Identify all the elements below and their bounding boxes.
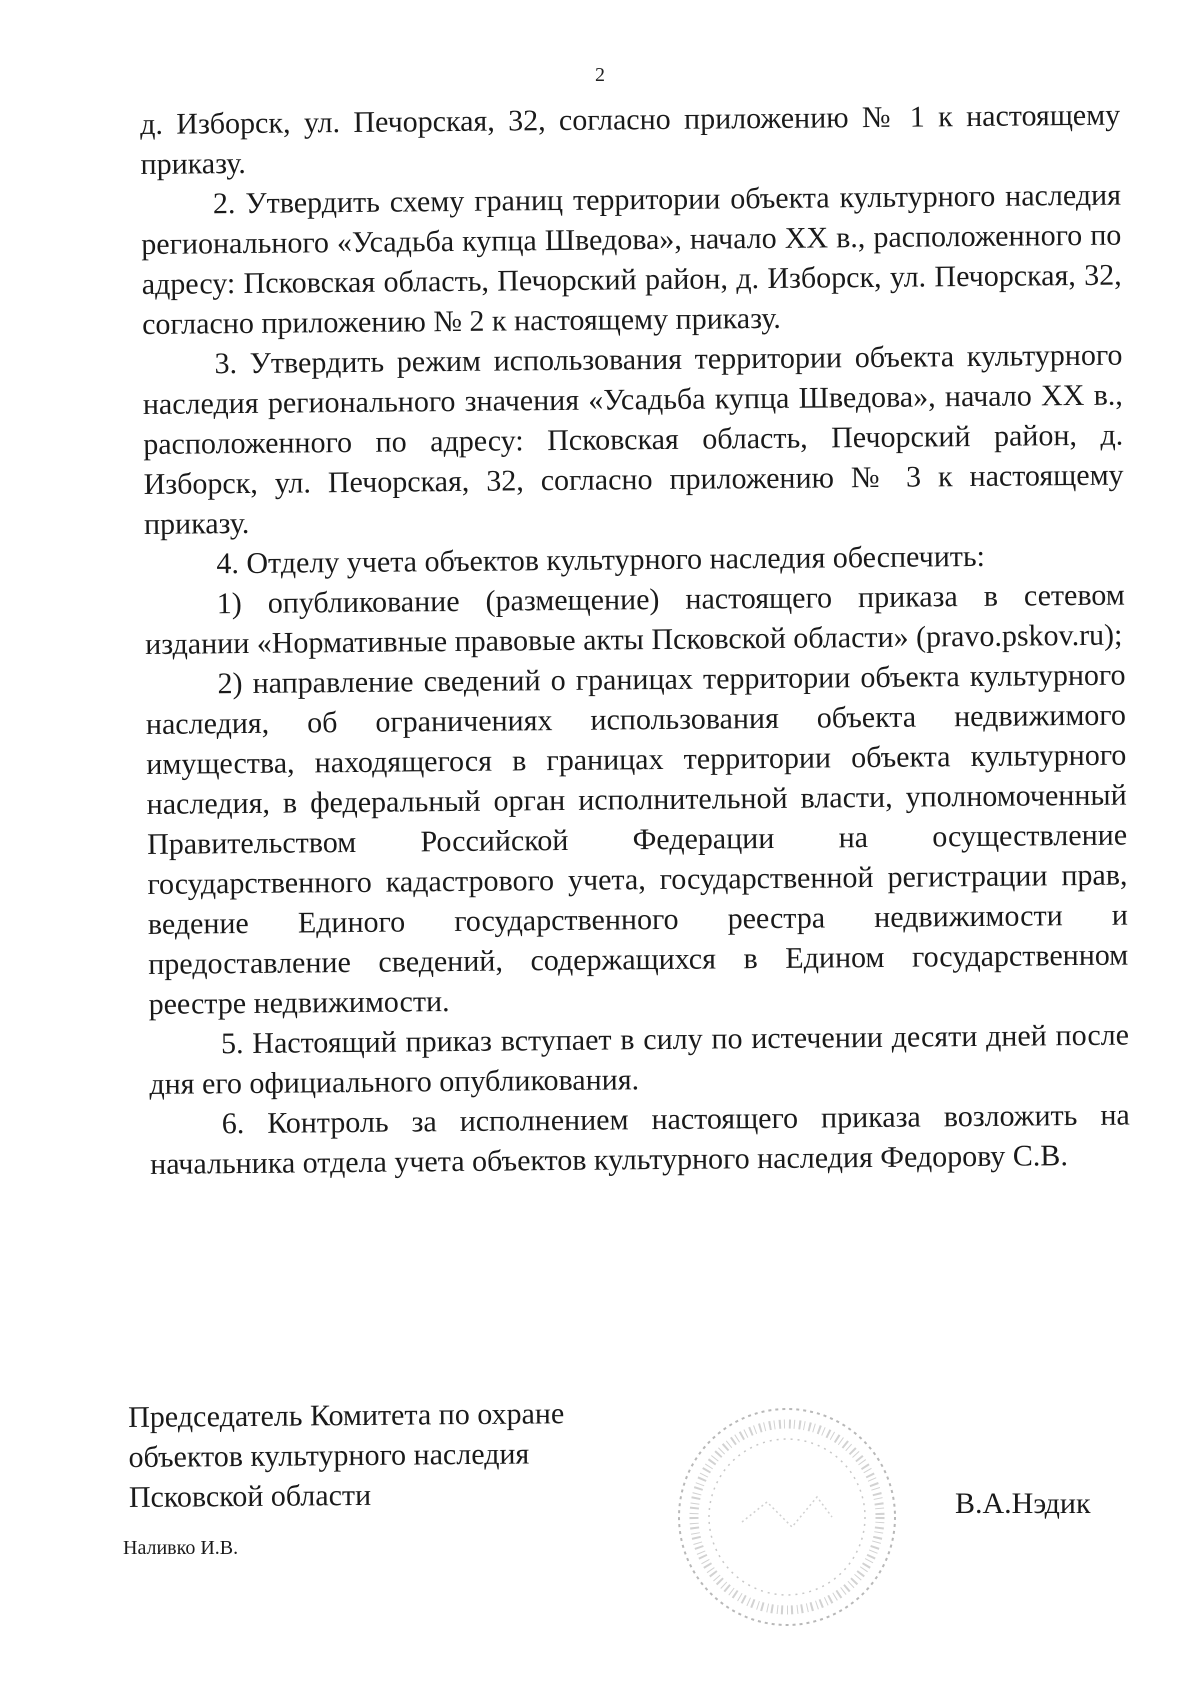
signer-name: В.А.Нэдик [955, 1487, 1091, 1520]
paragraph-continuation: д. Изборск, ул. Печорская, 32, согласно приложению № 1 к настоящему приказу. [140, 98, 1121, 181]
paragraph-item-3: 3. Утвердить режим использования территории объекта культурного наследия регионального значения «Усадьба купца Шведова», начало XX в., расположенного по адресу: Псковская область, Печорский район, д. Изборск, ул. Печорская, 32, согласно приложению № 3 к настоящему приказу. [142, 338, 1124, 541]
paragraph-item-4-1: 1) опубликование (размещение) настоящего приказа в сетевом издании «Нормативные правовые акты Псковской области» (pravo.pskov.ru); [145, 578, 1125, 661]
signature-title [128, 1394, 565, 1518]
document-body [140, 96, 1130, 1185]
page-number: 2 [595, 64, 605, 86]
paragraph-item-6: 6. Контроль за исполнением настоящего приказа возложить на начальника отдела учета объектов культурного наследия Федорову С.В. [150, 1098, 1130, 1181]
signature-title-line: Псковской области [128, 1478, 372, 1514]
signature-title-line: Председатель Комитета по охране [128, 1397, 565, 1434]
official-seal-icon [672, 1402, 902, 1632]
signature-title-line: объектов культурного наследия [128, 1437, 530, 1474]
paragraph-item-4: 4. Отделу учета объектов культурного наследия обеспечить: [216, 539, 986, 581]
paragraph-item-2: 2. Утвердить схему границ территории объекта культурного наследия регионального «Усадьба купца Шведова», начало XX в., расположенного по адресу: Псковская область, Печорский район, д. Изборск, ул. Печорская, 32, согласно приложению № 2 к настоящему приказу. [141, 178, 1122, 341]
paragraph-item-4-2: 2) направление сведений о границах территории объекта культурного наследия, об ограничениях использования объекта недвижимого имущества, находящегося в границах территории объекта культурного наследия, в федеральный орган исполнительной власти, уполномоченный Правительством Российской Федерации на осуществление государственного кадастрового учета, государственной регистрации прав, ведение Единого государственного реестра недвижимости и предоставление сведений, содержащихся в Едином государственном реестре недвижимости. [145, 658, 1129, 1021]
executor-name: Наливко И.В. [123, 1537, 239, 1559]
paragraph-item-5: 5. Настоящий приказ вступает в силу по истечении десяти дней после дня его официального опубликования. [149, 1018, 1130, 1101]
